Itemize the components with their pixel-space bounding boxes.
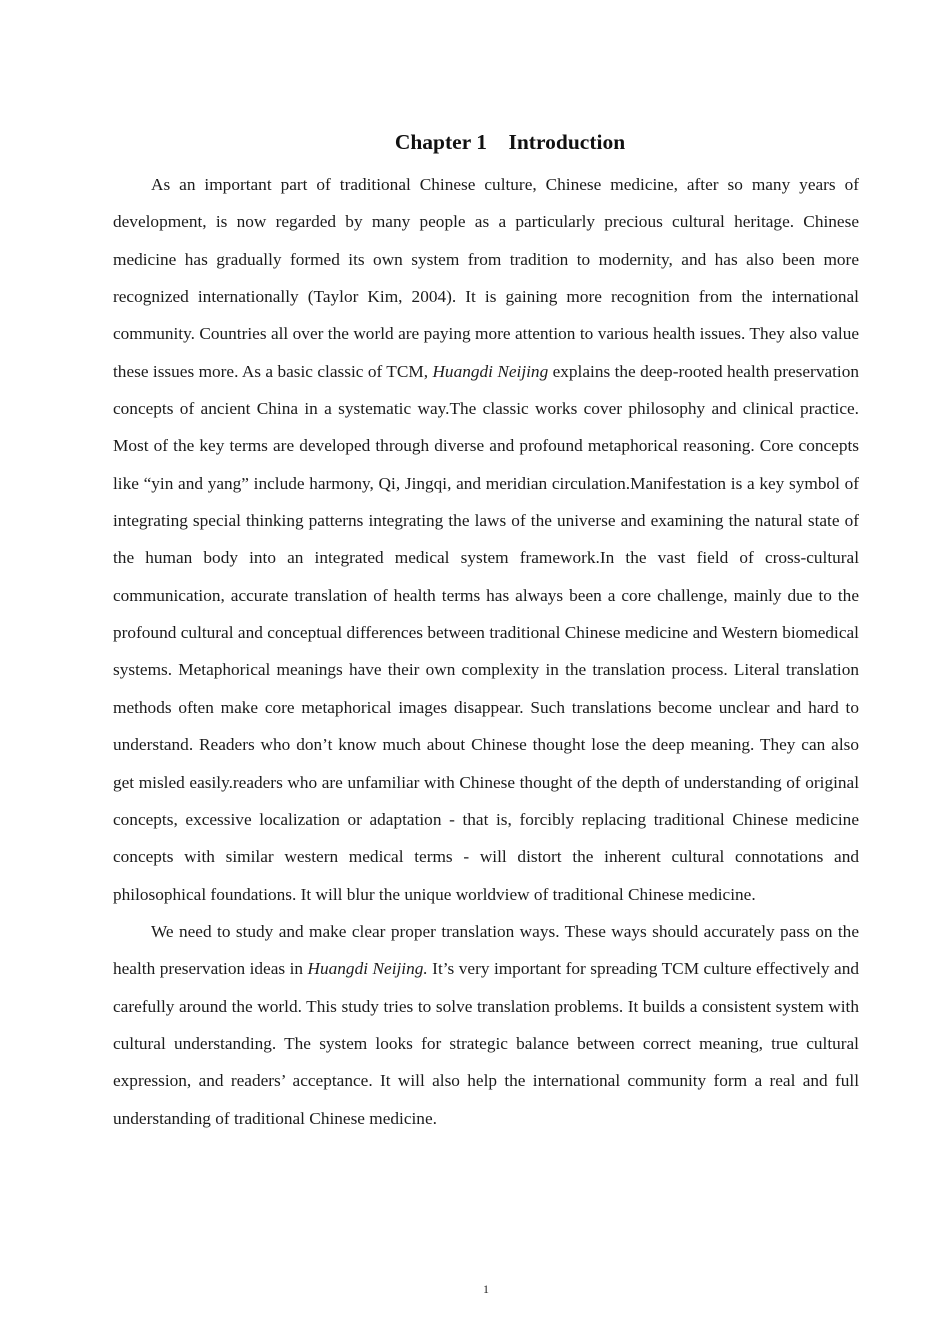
paragraph-1-text-b: explains the deep-rooted health preservation concepts of ancient China in a systematic way.The classic works cover philosophy and clinical practice. Most of the key terms are developed through diverse and profound metaphorical reasoning. Core concepts like “yin and yang” include harmony, Qi, Jingqi, and meridian circulation.Manifestation is a key symbol of integrating special thinking patterns integrating the laws of the universe and examining the natural state of the human body into an integrated medical system framework.In the vast field of cross-cultural communication, accurate translation of health terms has always been a core challenge, mainly due to the profound cultural and conceptual differences between traditional Chinese medicine and Western biomedical systems. Metaphorical meanings have their own complexity in the translation process. Literal translation methods often make core metaphorical images disappear. Such translations become unclear and hard to understand. Readers who don’t know much about Chinese thought lose the deep meaning. They can also get misled easily.readers who are unfamiliar with Chinese thought of the depth of understanding of original concepts, excessive localization or adaptation - that is, forcibly replacing traditional Chinese medicine concepts with similar western medical terms - will distort the inherent cultural connotations and philosophical foundations. It will blur the unique worldview of traditional Chinese medicine. <box>113 361 860 904</box>
book-title-huangdi-neijing: Huangdi Neijing <box>432 361 549 381</box>
paragraph-2-text-b: It’s very important for spreading TCM culture effectively and carefully around the world. This study tries to solve translation problems. It builds a consistent system with cultural understanding. The system looks for strategic balance between correct meaning, true cultural expression, and readers’ acceptance. It will also help the international community form a real and full understanding of traditional Chinese medicine. <box>113 959 859 1128</box>
paragraph-2 <box>113 913 859 1137</box>
book-title-huangdi-neijing: Huangdi Neijing. <box>307 959 428 979</box>
paragraph-2-text-a: We need to study and make clear proper translation ways. These ways should accurately pass on the health preservation ideas in <box>113 921 859 979</box>
paragraph-1-text-a: As an important part of traditional Chinese culture, Chinese medicine, after so many years of development, is now regarded by many people as a particularly precious cultural heritage. Chinese medicine has gradually formed its own system from tradition to modernity, and has also been more recognized internationally (Taylor Kim, 2004). It is gaining more recognition from the international community. Countries all over the world are paying more attention to various health issues. They also value these issues more. As a basic classic of TCM, <box>113 175 859 381</box>
paragraph-1 <box>113 166 859 913</box>
body-text <box>113 166 859 1137</box>
page-number: 1 <box>483 1282 489 1296</box>
chapter-title: Chapter 1 Introduction <box>394 130 626 155</box>
